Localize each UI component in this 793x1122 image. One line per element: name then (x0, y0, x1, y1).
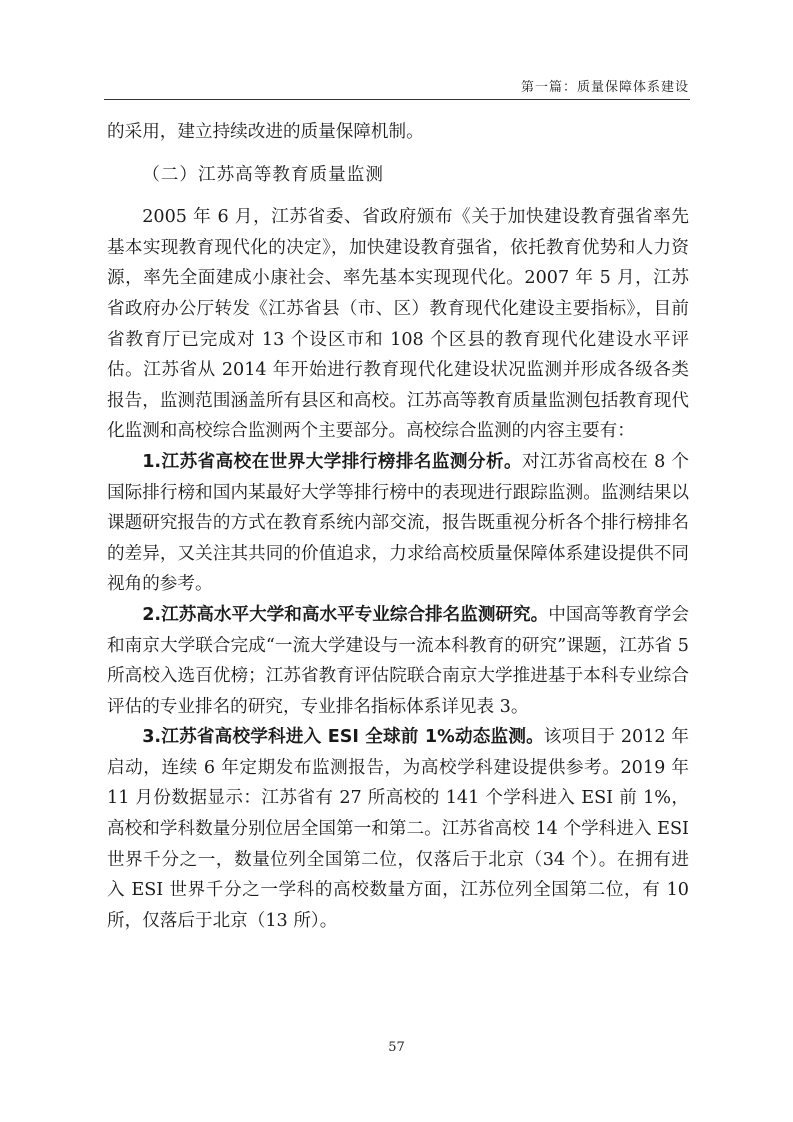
list-item-3-lead: 3.江苏省高校学科进入 ESI 全球前 1%动态监测。 (142, 727, 544, 748)
section-heading: （二）江苏高等教育质量监测 (142, 164, 384, 185)
body-text (107, 117, 689, 936)
header-rule (104, 99, 690, 100)
page-number: 57 (388, 1040, 405, 1055)
list-item-2 (107, 600, 689, 722)
list-item-1-text: 对江苏省高校在 8 个国际排行榜和国内某最好大学等排行榜中的表现进行跟踪监测。监测结果以课题研究报告的方式在教育系统内部交流，报告既重视分析各个排行榜排名的差异，又关注其共同的价值追求，力求给高校质量保障体系建设提供不同视角的参考。 (107, 451, 689, 595)
list-item-3 (107, 722, 689, 936)
list-item-3-text: 该项目于 2012 年启动，连续 6 年定期发布监测报告，为高校学科建设提供参考。2019 年 11 月份数据显示：江苏省有 27 所高校的 141 个学科进入 ESI 前 1%，高校和学科数量分别位居全国第一和第二。江苏省高校 14 个学科进入 ESI 世界千分之一，数量位列全国第二位，仅落后于北京（34 个）。在拥有进入 ESI 世界千分之一学科的高校数量方面，江苏位列全国第二位，有 10 所，仅落后于北京（13 所）。 (107, 727, 689, 931)
running-header: 第一篇：质量保障体系建设 (520, 80, 689, 95)
list-item-1 (107, 447, 689, 600)
continuation-paragraph: 的采用，建立持续改进的质量保障机制。 (107, 122, 424, 142)
list-item-2-lead: 2.江苏高水平大学和高水平专业综合排名监测研究。 (142, 604, 549, 625)
list-item-1-lead: 1.江苏省高校在世界大学排行榜排名监测分析。 (142, 451, 522, 472)
intro-paragraph: 2005 年 6 月，江苏省委、省政府颁布《关于加快建设教育强省率先基本实现教育现代化的决定》，加快建设教育强省，依托教育优势和人力资源，率先全面建成小康社会、率先基本实现现代化。2007 年 5 月，江苏省政府办公厅转发《江苏省县（市、区）教育现代化建设主要指标》，目前省教育厅已完成对 13 个设区市和 108 个区县的教育现代化建设水平评估。江苏省从 2014 年开始进行教育现代化建设状况监测并形成各级各类报告，监测范围涵盖所有县区和高校。江苏高等教育质量监测包括教育现代化监测和高校综合监测两个主要部分。高校综合监测的内容主要有： (107, 207, 689, 442)
list-item-2-text: 中国高等教育学会和南京大学联合完成“一流大学建设与一流本科教育的研究”课题，江苏省 5 所高校入选百优榜；江苏省教育评估院联合南京大学推进基于本科专业综合评估的专业排名的研究，专业排名指标体系详见表 3。 (107, 604, 689, 717)
